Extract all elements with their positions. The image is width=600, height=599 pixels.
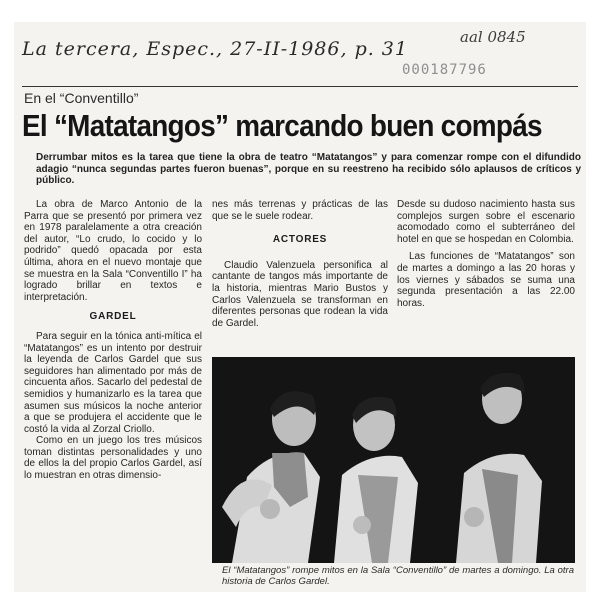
handwritten-source-note: La tercera, Espec., 27-II-1986, p. 31 <box>22 38 408 60</box>
top-rule <box>22 86 578 87</box>
subhead-gardel: GARDEL <box>89 311 137 323</box>
paragraph: Como en un juego los tres músicos toman distintas personalidades y uno de ellos la del propio Carlos Gardel, así lo muestran en otras dimensio- <box>24 435 202 482</box>
column-2 <box>212 199 388 329</box>
article-kicker: En el “Conventillo” <box>24 90 139 106</box>
paragraph: La obra de Marco Antonio de la Parra que se presentó por primera vez en 1978 paralelamente a otra creación del autor, “Lo crudo, lo cocido y lo podrido” quedó opacada por esta última, ahora en el nuevo montaje que se muestra en la Sala “Conventillo I” ha logrado brillar en textos e interpretación. <box>24 199 202 303</box>
paragraph: nes más terrenas y prácticas de las que se le suele rodear. <box>212 199 388 222</box>
column-3 <box>397 199 575 309</box>
paragraph: Desde su dudoso nacimiento hasta sus complejos surgen sobre el escenario acomodado como el subterráneo del hotel en que se hospedan en Colombia. <box>397 199 575 245</box>
article-headline: El “Matatangos” marcando buen compás <box>22 108 542 143</box>
article-photo <box>212 357 575 563</box>
archive-stamp: 000187796 <box>402 62 487 78</box>
photo-illustration <box>212 357 575 563</box>
photo-caption: El “Matatangos” rompe mitos en la Sala “Conventillo” de martes a domingo. La otra historia de Carlos Gardel. <box>222 565 574 587</box>
subhead-actores: ACTORES <box>272 234 328 246</box>
column-1 <box>24 199 202 482</box>
handwritten-archive-number: aal 0845 <box>460 28 526 46</box>
paragraph: Las funciones de “Matatangos” son de martes a domingo a las 20 horas y los viernes y sábados se suma una segunda presentación a las 22.00 horas. <box>397 251 575 309</box>
paragraph: Para seguir en la tónica anti-mítica el “Matatangos” es un intento por destruir la leyenda de Carlos Gardel que sus seguidores han alimentado por más de cincuenta años. Sacarlo del pedestal de semidios y humanizarlo es la tarea que asumen sus músicos la noche anterior a que se produjera el accidente que le costó la vida al Zorzal Criollo. <box>24 330 202 435</box>
article-lead: Derrumbar mitos es la tarea que tiene la obra de teatro “Matatangos” y para comenzar rompe con el difundido adagio “nunca segundas partes fueron buenas”, porque en su reestreno ha recibido sólo aplausos de críticos y público. <box>36 152 581 186</box>
paragraph: Claudio Valenzuela personifica al cantante de tangos más importante de la historia, mientras Mario Bustos y Carlos Valenzuela se transforman en diferentes personas que rodean la vida de Gardel. <box>212 259 388 329</box>
